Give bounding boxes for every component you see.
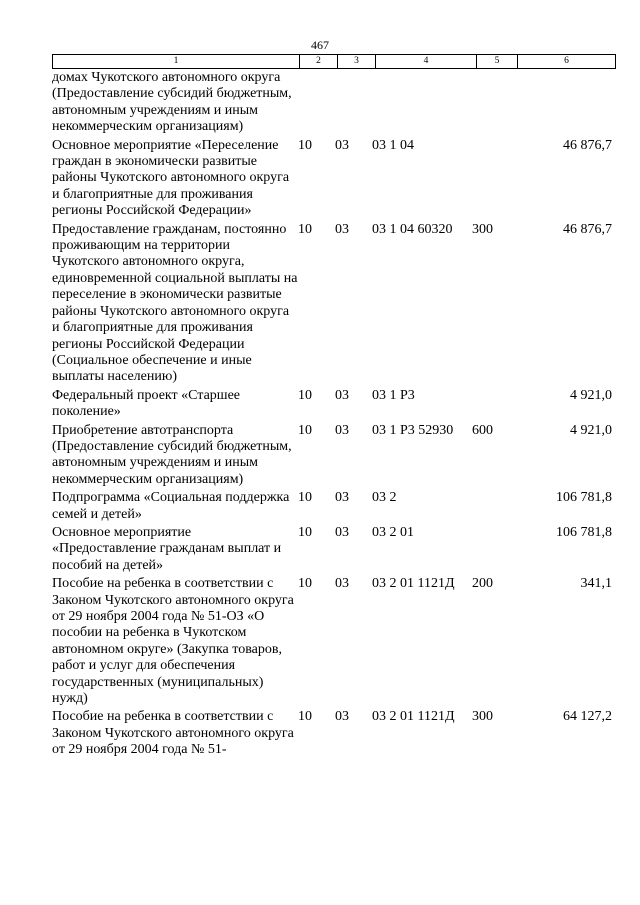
row-section: 10 bbox=[298, 422, 312, 438]
row-target-code bbox=[372, 70, 472, 136]
table-row bbox=[52, 138, 612, 220]
row-section: 10 bbox=[298, 709, 312, 725]
header-col-2: 2 bbox=[300, 55, 338, 69]
row-target-code: 03 1 P3 52930 bbox=[372, 422, 454, 438]
row-amount: 106 781,8 bbox=[556, 490, 612, 506]
row-subsection: 03 bbox=[335, 490, 349, 506]
row-amount: 106 781,8 bbox=[556, 524, 612, 540]
column-number-header bbox=[52, 54, 616, 69]
row-name: Подпрограмма «Социальная поддержка семей и детей» bbox=[52, 490, 290, 522]
row-subsection: 03 bbox=[335, 576, 349, 592]
row-subsection bbox=[335, 70, 372, 136]
table-row bbox=[52, 525, 612, 574]
row-target-code: 03 1 04 bbox=[372, 137, 414, 153]
header-col-1: 1 bbox=[53, 55, 300, 69]
row-target-code: 03 2 bbox=[372, 490, 397, 506]
table-row bbox=[52, 709, 612, 758]
header-col-4: 4 bbox=[376, 55, 477, 69]
page-number: 467 bbox=[311, 38, 329, 52]
row-target-code: 03 2 01 bbox=[372, 524, 414, 540]
row-amount: 4 921,0 bbox=[570, 422, 612, 438]
row-target-code: 03 1 P3 bbox=[372, 387, 415, 403]
row-name: домах Чукотского автономного округа (Предоставление субсидий бюджетным, автономным учреждениям и иным некоммерческим организациям) bbox=[52, 70, 292, 135]
table-row bbox=[52, 490, 612, 523]
row-name: Основное мероприятие «Предоставление гражданам выплат и пособий на детей» bbox=[52, 524, 282, 573]
row-amount: 4 921,0 bbox=[570, 387, 612, 403]
table-row bbox=[52, 388, 612, 421]
header-col-3: 3 bbox=[338, 55, 376, 69]
row-target-code: 03 2 01 1121Д bbox=[372, 576, 455, 592]
row-subsection: 03 bbox=[335, 221, 349, 237]
row-section: 10 bbox=[298, 490, 312, 506]
row-subsection: 03 bbox=[335, 709, 349, 725]
row-section: 10 bbox=[298, 221, 312, 237]
row-subsection: 03 bbox=[335, 137, 349, 153]
row-section bbox=[298, 70, 335, 136]
row-expense-type bbox=[472, 490, 512, 523]
table-row bbox=[52, 70, 612, 136]
table-row bbox=[52, 576, 612, 707]
row-expense-type: 600 bbox=[472, 422, 493, 438]
row-target-code: 03 2 01 1121Д bbox=[372, 709, 455, 725]
row-amount: 341,1 bbox=[580, 576, 612, 592]
row-target-code: 03 1 04 60320 bbox=[372, 221, 453, 237]
row-section: 10 bbox=[298, 576, 312, 592]
row-expense-type bbox=[472, 525, 512, 574]
header-col-5: 5 bbox=[477, 55, 518, 69]
row-name: Предоставление гражданам, постоянно проживающим на территории Чукотского автономного округа, единовременной социальной выплаты на переселение в экономически развитые районы Чукотского автономного округа и благоприятные для проживания регионы Российской Федерации (Социальное обеспечение и иные выплаты населению) bbox=[52, 221, 298, 385]
table-row bbox=[52, 423, 612, 489]
budget-table-body bbox=[52, 70, 612, 761]
row-amount: 46 876,7 bbox=[563, 221, 612, 237]
row-expense-type: 300 bbox=[472, 709, 493, 725]
row-name: Основное мероприятие «Переселение граждан в экономически развитые районы Чукотского автономного округа и благоприятные для проживания регионы Российской Федерации» bbox=[52, 137, 290, 219]
row-name: Приобретение автотранспорта (Предоставление субсидий бюджетным, автономным учреждениям и иным некоммерческим организациям) bbox=[52, 422, 292, 487]
row-amount bbox=[512, 70, 612, 136]
row-name: Пособие на ребенка в соответствии с Законом Чукотского автономного округа от 29 ноября 2004 года № 51-ОЗ «О пособии на ребенка в Чукотском автономном округе» (Закупка товаров, работ и услуг для обеспечения государственных (муниципальных) нужд) bbox=[52, 576, 294, 707]
row-expense-type: 200 bbox=[472, 576, 493, 592]
row-amount: 64 127,2 bbox=[563, 709, 612, 725]
row-subsection: 03 bbox=[335, 524, 349, 540]
row-expense-type: 300 bbox=[472, 221, 493, 237]
row-expense-type bbox=[472, 138, 512, 220]
row-expense-type bbox=[472, 70, 512, 136]
row-name: Пособие на ребенка в соответствии с Законом Чукотского автономного округа от 29 ноября 2004 года № 51- bbox=[52, 709, 294, 758]
row-subsection: 03 bbox=[335, 387, 349, 403]
row-amount: 46 876,7 bbox=[563, 137, 612, 153]
table-row bbox=[52, 222, 612, 386]
row-name: Федеральный проект «Старшее поколение» bbox=[52, 387, 241, 420]
row-subsection: 03 bbox=[335, 422, 349, 438]
row-section: 10 bbox=[298, 137, 312, 153]
row-expense-type bbox=[472, 388, 512, 421]
row-section: 10 bbox=[298, 524, 312, 540]
row-section: 10 bbox=[298, 387, 312, 403]
header-col-6: 6 bbox=[518, 55, 616, 69]
